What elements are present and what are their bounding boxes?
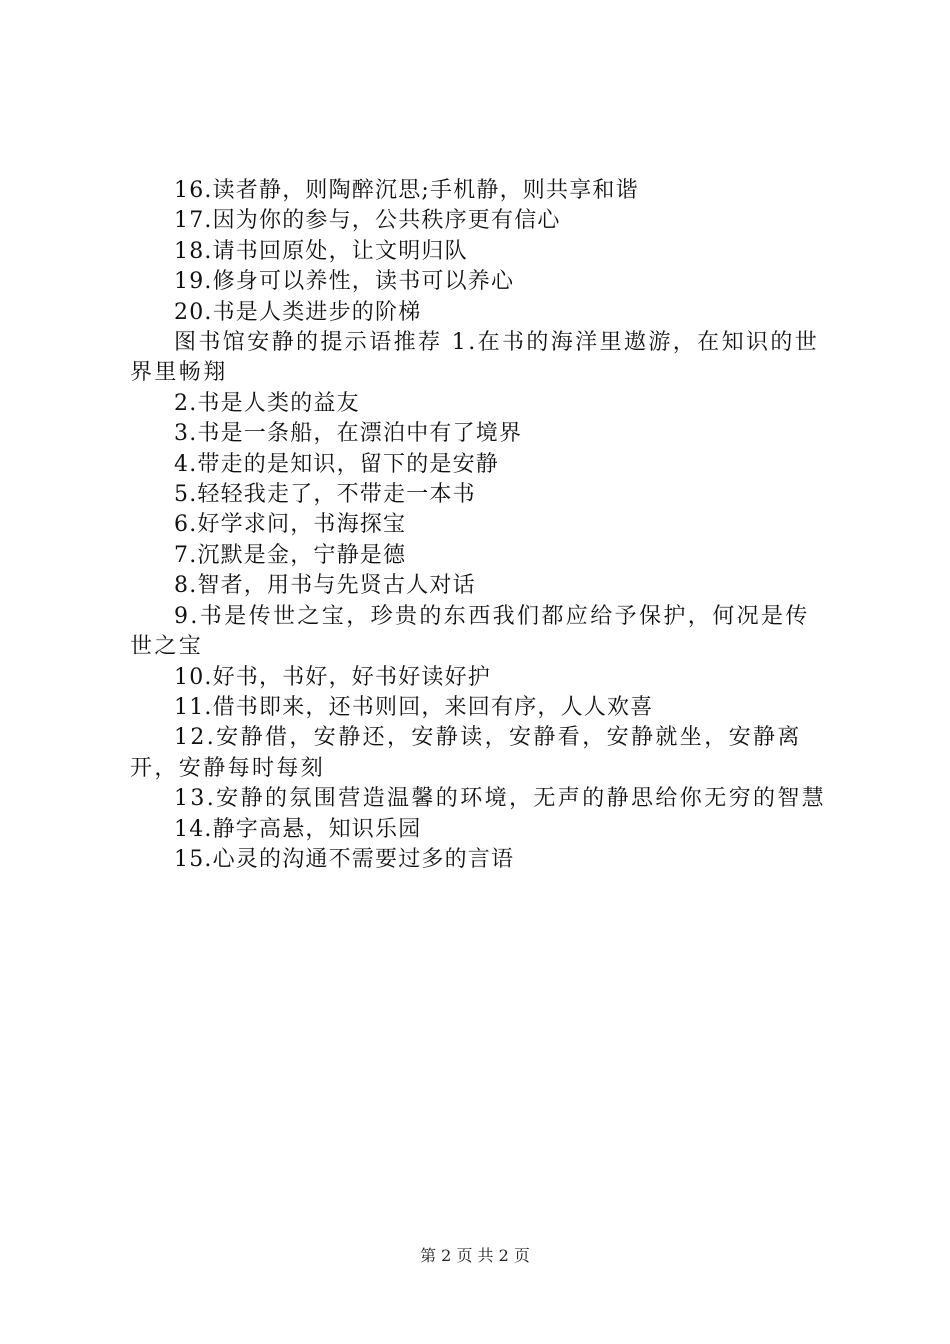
page-footer [0, 1243, 950, 1266]
paragraph: 17.因为你的参与，公共秩序更有信心 [174, 208, 561, 234]
paragraph-section-title: 图书馆安静的提示语推荐 1.在书的海洋里遨游，在知识的世界里畅翔 [130, 330, 820, 386]
paragraph: 11.借书即来，还书则回，来回有序，人人欢喜 [174, 694, 654, 720]
paragraph: 12.安静借，安静还，安静读，安静看，安静就坐，安静离开，安静每时每刻 [130, 725, 802, 781]
paragraph: 8.智者，用书与先贤古人对话 [174, 573, 476, 599]
paragraph: 4.带走的是知识，留下的是安静 [174, 451, 499, 477]
paragraph: 10.好书，书好，好书好读好护 [174, 664, 491, 690]
paragraph: 15.心灵的沟通不需要过多的言语 [174, 846, 515, 872]
paragraph: 3.书是一条船，在漂泊中有了境界 [174, 421, 523, 447]
paragraph: 13.安静的氛围营造温馨的环境，无声的静思给你无穷的智慧 [174, 786, 827, 812]
paragraph: 14.静字高悬，知识乐园 [174, 816, 422, 842]
paragraph: 18.请书回原处，让文明归队 [174, 238, 468, 264]
paragraph: 19.修身可以养性，读书可以养心 [174, 269, 515, 295]
paragraph: 9.书是传世之宝，珍贵的东西我们都应给予保护，何况是传世之宝 [130, 603, 810, 660]
page-number: 第 2 页 共 2 页 [420, 1246, 530, 1265]
document-body [130, 176, 832, 875]
paragraph: 7.沉默是金，宁静是德 [174, 542, 407, 568]
paragraph: 5.轻轻我走了，不带走一本书 [174, 482, 476, 508]
paragraph: 6.好学求问，书海探宝 [174, 512, 407, 538]
paragraph: 2.书是人类的益友 [174, 390, 360, 416]
paragraph: 16.读者静，则陶醉沉思;手机静，则共享和谐 [174, 178, 639, 203]
paragraph: 20.书是人类进步的阶梯 [174, 299, 422, 325]
